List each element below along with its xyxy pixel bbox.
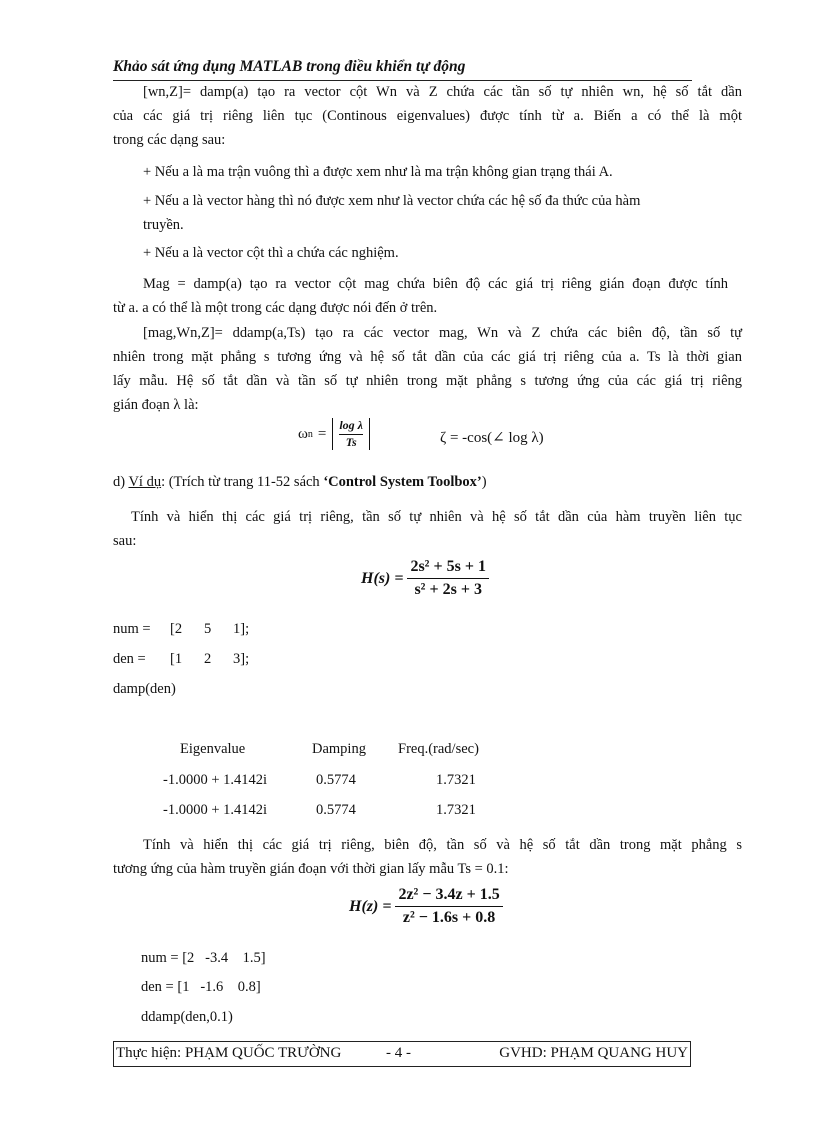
discrete-transfer-function xyxy=(349,886,503,927)
example-label: Ví dụ xyxy=(128,474,162,490)
hz-numerator: 2z² − 3.4z + 1.5 xyxy=(395,886,502,907)
continuous-transfer-function xyxy=(361,558,489,599)
omega-subscript: n xyxy=(307,428,313,440)
example-heading xyxy=(113,474,487,491)
para1-line2: của các giá trị riêng liên tục (Continous eigenvalues) được tính từ a. Biến a có thể là một xyxy=(113,108,742,124)
damping-formula: ζ = -cos(∠ log λ) xyxy=(440,430,544,446)
table-row1-frequency: 1.7321 xyxy=(436,772,476,788)
example1-line1: Tính và hiển thị các giá trị riêng, tần số tự nhiên và hệ số tắt dần của hàm truyền liên tục xyxy=(131,509,742,525)
hz-denominator: z² − 1.6s + 0.8 xyxy=(402,909,496,926)
code-den-value-3: 3]; xyxy=(233,651,250,667)
para3-line3: lấy mẫu. Hệ số tắt dần và tần số tự nhiên trong mặt phẳng s tương ứng của các giá trị riêng xyxy=(113,373,742,389)
abs-fraction-denominator: Ts xyxy=(345,435,357,449)
abs-fraction xyxy=(332,418,370,450)
table-row1-eigenvalue: -1.0000 + 1.4142i xyxy=(163,772,268,788)
natural-frequency-formula xyxy=(298,418,370,450)
para2-line2: từ a. a có thể là một trong các dạng được nói đến ở trên. xyxy=(113,300,438,316)
page-footer xyxy=(113,1041,691,1067)
bullet-square-matrix: + Nếu a là ma trận vuông thì a được xem như là ma trận không gian trạng thái A. xyxy=(143,164,613,180)
hs-numerator: 2s² + 5s + 1 xyxy=(407,558,488,579)
example2-line2: tương ứng của hàm truyền gián đoạn với thời gian lấy mẫu Ts = 0.1: xyxy=(113,861,509,877)
bullet-row-vector-line2: truyền. xyxy=(143,217,184,233)
code-num-value-2: 5 xyxy=(204,621,212,637)
formula1-equals: = xyxy=(317,425,327,442)
hz-lhs: H(z) = xyxy=(349,897,392,915)
table-row2-damping: 0.5774 xyxy=(316,802,356,818)
example-book-title: ‘Control System Toolbox’ xyxy=(323,474,482,490)
code-damp-call: damp(den) xyxy=(113,681,176,697)
bullet-row-vector-line1: + Nếu a là vector hàng thì nó được xem như là vector chứa các hệ số đa thức của hàm xyxy=(143,193,641,209)
para3-line1: [mag,Wn,Z]= ddamp(a,Ts) tạo ra các vector mag, Wn và Z chứa các biên độ, tần số tự xyxy=(143,325,742,341)
para1-line1: [wn,Z]= damp(a) tạo ra vector cột Wn và Z chứa các tần số tự nhiên wn, hệ số tắt dần xyxy=(143,84,742,100)
example2-line1: Tính và hiển thị các giá trị riêng, biên độ, tần số và hệ số tắt dần trong mặt phẳng s xyxy=(143,837,742,853)
example-prefix: d) xyxy=(113,474,129,490)
footer-advisor: GVHD: PHẠM QUANG HUY xyxy=(499,1045,688,1061)
code2-den-line: den = [1 -1.6 0.8] xyxy=(141,979,261,995)
abs-fraction-numerator: log λ xyxy=(339,418,363,435)
para3-line4: gián đoạn λ là: xyxy=(113,397,199,413)
page-header-title: Khảo sát ứng dụng MATLAB trong điều khiển tự động xyxy=(113,58,466,75)
code-den-value-2: 2 xyxy=(204,651,212,667)
footer-author: Thực hiện: PHẠM QUỐC TRƯỜNG xyxy=(116,1045,342,1061)
code-den-label: den = xyxy=(113,651,146,667)
table-row2-frequency: 1.7321 xyxy=(436,802,476,818)
code-num-label: num = xyxy=(113,621,151,637)
example-source: : (Trích từ trang 11-52 sách xyxy=(161,474,324,490)
example1-line2: sau: xyxy=(113,533,137,549)
para3-line2: nhiên trong mặt phẳng s tương ứng và hệ số tắt dần của các giá trị riêng của a. Ts là thời gian xyxy=(113,349,742,365)
para2-line1: Mag = damp(a) tạo ra vector cột mag chứa biên độ các giá trị riêng gián đoạn được tính xyxy=(143,276,728,292)
table-header-eigenvalue: Eigenvalue xyxy=(180,741,246,757)
table-header-frequency: Freq.(rad/sec) xyxy=(398,741,479,757)
para1-line3: trong các dạng sau: xyxy=(113,132,226,148)
hz-fraction xyxy=(395,886,502,927)
hs-denominator: s² + 2s + 3 xyxy=(414,581,482,598)
omega-symbol: ω xyxy=(298,425,308,442)
bullet-column-vector: + Nếu a là vector cột thì a chứa các nghiệm. xyxy=(143,245,399,261)
example-suffix: ) xyxy=(481,474,487,490)
table-header-damping: Damping xyxy=(312,741,366,757)
table-row2-eigenvalue: -1.0000 + 1.4142i xyxy=(163,802,268,818)
table-row1-damping: 0.5774 xyxy=(316,772,356,788)
code-den-value-1: [1 xyxy=(170,651,183,667)
footer-page-number: - 4 - xyxy=(386,1045,411,1061)
hs-fraction xyxy=(407,558,488,599)
code2-ddamp-call: ddamp(den,0.1) xyxy=(141,1009,233,1025)
code-num-value-1: [2 xyxy=(170,621,183,637)
code-num-value-3: 1]; xyxy=(233,621,250,637)
hs-lhs: H(s) = xyxy=(361,569,404,587)
code2-num-line: num = [2 -3.4 1.5] xyxy=(141,950,266,966)
